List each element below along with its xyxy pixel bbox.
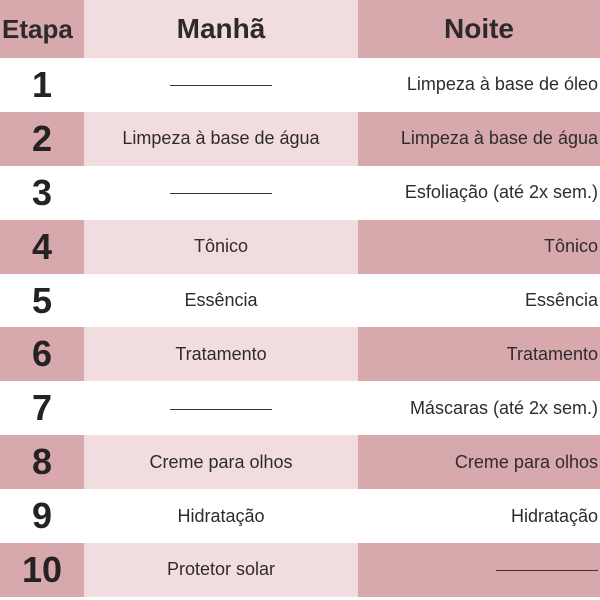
morning-cell: Limpeza à base de água — [84, 112, 358, 166]
night-cell: Hidratação — [358, 489, 600, 543]
step-number: 10 — [0, 543, 84, 597]
morning-cell: Creme para olhos — [84, 435, 358, 489]
morning-cell: Protetor solar — [84, 543, 358, 597]
table-row — [0, 274, 600, 328]
step-number: 3 — [0, 166, 84, 220]
morning-cell: Hidratação — [84, 489, 358, 543]
step-number: 9 — [0, 489, 84, 543]
morning-cell: Tratamento — [84, 327, 358, 381]
table-row — [0, 220, 600, 274]
table-row — [0, 58, 600, 112]
empty-dash — [496, 570, 598, 571]
table-body — [0, 58, 600, 597]
empty-dash — [170, 409, 272, 410]
table-row — [0, 166, 600, 220]
step-number: 7 — [0, 381, 84, 435]
night-cell: Limpeza à base de óleo — [358, 58, 600, 112]
empty-dash — [170, 85, 272, 86]
header-step: Etapa — [0, 0, 84, 58]
table-row — [0, 381, 600, 435]
step-number: 2 — [0, 112, 84, 166]
step-number: 5 — [0, 274, 84, 328]
header-night: Noite — [358, 0, 600, 58]
table-row — [0, 489, 600, 543]
header-morning: Manhã — [84, 0, 358, 58]
step-number: 1 — [0, 58, 84, 112]
night-cell: Tratamento — [358, 327, 600, 381]
night-cell: Tônico — [358, 220, 600, 274]
morning-cell: Tônico — [84, 220, 358, 274]
table-row — [0, 327, 600, 381]
morning-cell — [84, 166, 358, 220]
morning-cell — [84, 381, 358, 435]
table-row — [0, 112, 600, 166]
step-number: 4 — [0, 220, 84, 274]
night-cell: Limpeza à base de água — [358, 112, 600, 166]
step-number: 8 — [0, 435, 84, 489]
night-cell: Essência — [358, 274, 600, 328]
step-number: 6 — [0, 327, 84, 381]
morning-cell: Essência — [84, 274, 358, 328]
morning-cell — [84, 58, 358, 112]
table-row — [0, 543, 600, 597]
table-row — [0, 435, 600, 489]
night-cell: Esfoliação (até 2x sem.) — [358, 166, 600, 220]
header-row — [0, 0, 600, 58]
night-cell — [358, 543, 600, 597]
empty-dash — [170, 193, 272, 194]
night-cell: Creme para olhos — [358, 435, 600, 489]
night-cell: Máscaras (até 2x sem.) — [358, 381, 600, 435]
